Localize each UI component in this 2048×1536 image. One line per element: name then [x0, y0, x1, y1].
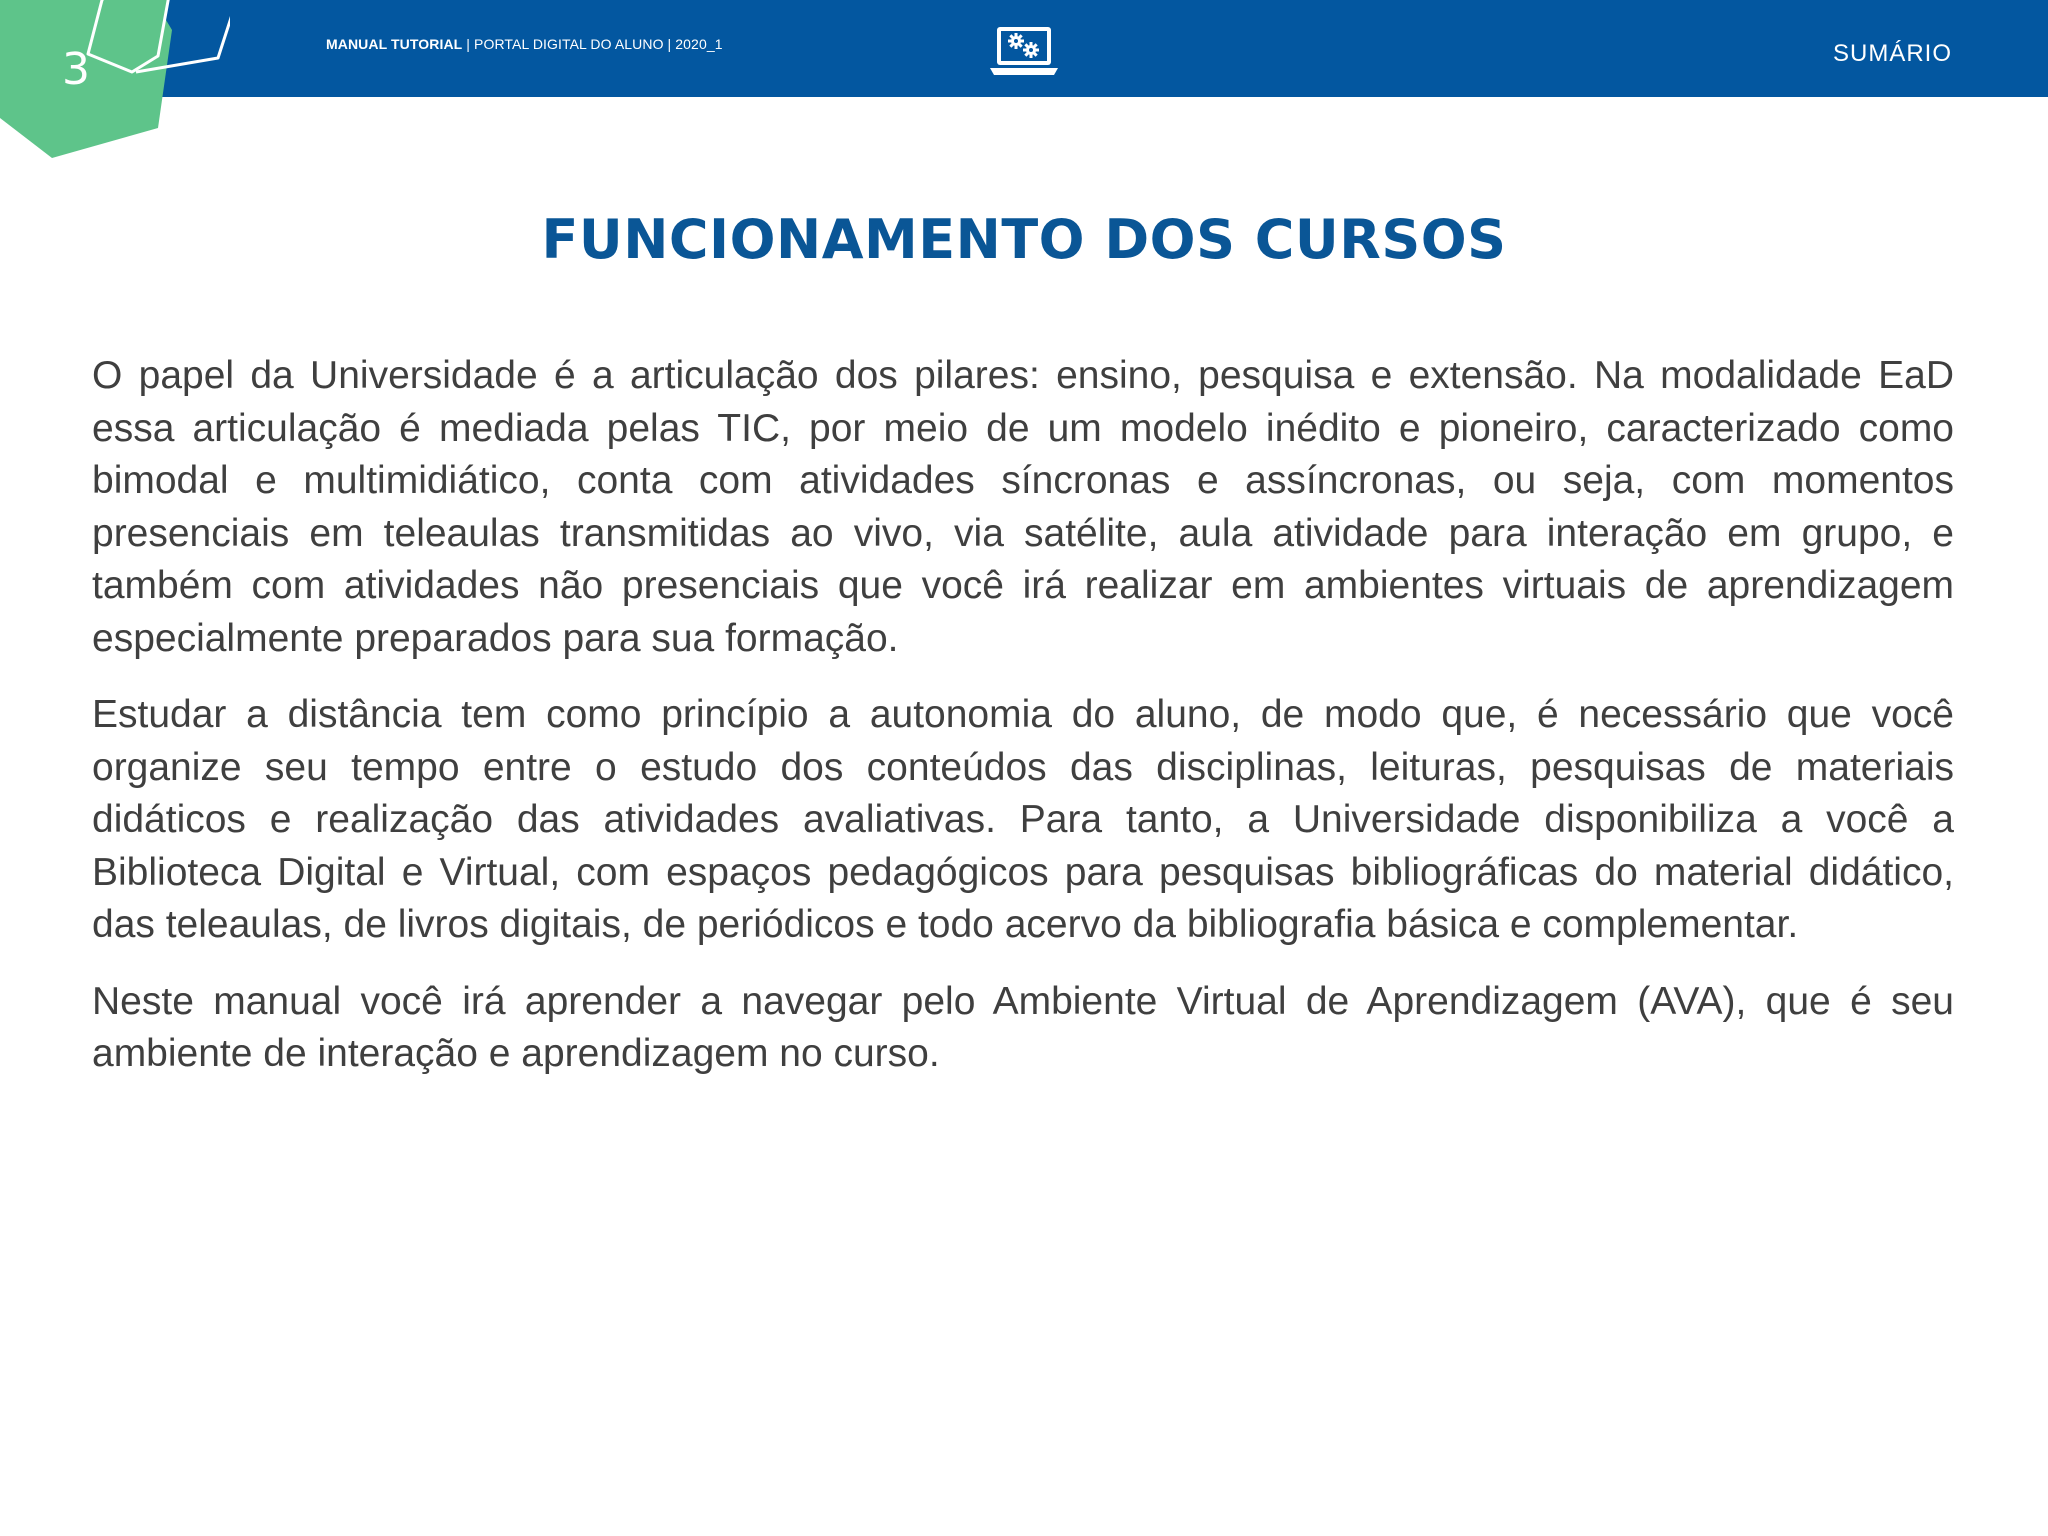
paragraph-1: O papel da Universidade é a articulação dos pilares: ensino, pesquisa e extensão. Na modalidade EaD essa articulação é mediada pelas TIC, por meio de um modelo inédito e pioneiro, caracterizado como bimodal e multimidiático, conta com atividades síncronas e assíncronas, ou seja, com momentos presenciais em teleaulas transmitidas ao vivo, via satélite, aula atividade para interação em grupo, e também com atividades não presenciais que você irá realizar em ambientes virtuais de aprendizagem especialmente preparados para sua formação. [92, 354, 1954, 660]
meta-version: 2020_1 [675, 36, 723, 52]
manual-label: MANUAL TUTORIAL [326, 36, 463, 52]
paragraph-2: Estudar a distância tem como princípio a autonomia do aluno, de modo que, é necessário que você organize seu tempo entre o estudo dos conteúdos das disciplinas, leituras, pesquisas de materiais didáticos e realização das atividades avaliativas. Para tanto, a Universidade disponibiliza a você a Biblioteca Digital e Virtual, com espaços pedagógicos para pesquisas bibliográficas do material didático, das teleaulas, de livros digitais, de periódicos e todo acervo da bibliografia básica e complementar. [92, 693, 1954, 946]
meta-separator: | [462, 36, 475, 52]
paragraph-3: Neste manual você irá aprender a navegar pelo Ambiente Virtual de Aprendizagem (AVA), que é seu ambiente de interação e aprendizagem no curso. [92, 979, 1954, 1075]
meta-portal: PORTAL DIGITAL DO ALUNO [474, 36, 664, 52]
meta-separator-2: | [663, 36, 676, 52]
page-number: 3 [62, 44, 90, 95]
body-text [92, 350, 1954, 1105]
header-meta [326, 36, 723, 52]
page-badge [0, 0, 230, 170]
laptop-gears-icon [988, 24, 1060, 78]
page-title: FUNCIONAMENTO DOS CURSOS [541, 208, 1507, 271]
summary-link[interactable]: SUMÁRIO [1832, 40, 1952, 67]
